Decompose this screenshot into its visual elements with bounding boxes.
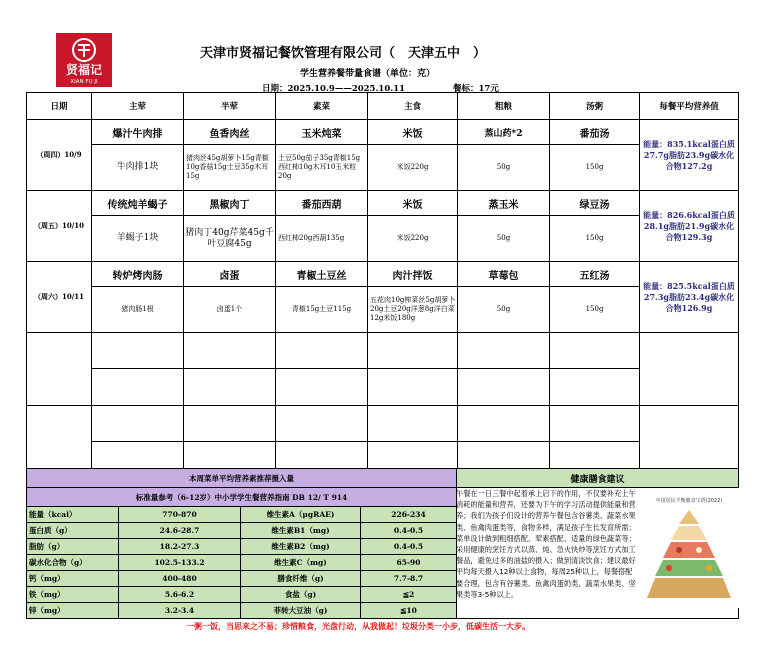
empty-row [27,406,739,442]
dish-ingredients: 猪肉丁40g芹菜45g千叶豆腐45g [184,216,276,262]
nutrient-value: 226-234 [361,507,457,523]
nutrient-value: 0.4-0.5 [361,539,457,555]
nutrient-value: 3.2-3.4 [119,603,241,619]
nutrient-value: 400-480 [119,571,241,587]
dish-name: 蒸山药*2 [458,120,550,145]
ingredient-row [27,145,739,191]
nutrient-value: 5.6-6.2 [119,587,241,603]
day-date: （周四）10/9 [27,120,92,191]
dish-name: 五红汤 [550,262,640,287]
col-date: 日期 [27,93,92,120]
nutrient-title: 本周菜单平均营养素推荐摄入量 [27,469,457,488]
nutrient-label: 脂肪（g） [27,539,119,555]
day-date: （周六）10/11 [27,262,92,333]
dish-ingredients: 米饭220g [368,216,458,262]
nutrient-label: 钙（mg） [27,571,119,587]
day-row [27,191,739,216]
nutrient-label: 维生素B1（mg) [241,523,361,539]
day-date: （周五）10/10 [27,191,92,262]
dish-ingredients: 羊蝎子1块 [92,216,184,262]
dish-name: 转炉烤肉肠 [92,262,184,287]
dish-name: 玉米炖菜 [276,120,368,145]
nutrient-label: 铁（mg） [27,587,119,603]
dish-ingredients: 50g [458,145,550,191]
dish-ingredients: 150g [550,216,640,262]
nutrient-label: 锌（mg） [27,603,119,619]
dish-name: 传统炖羊蝎子 [92,191,184,216]
dish-name: 肉汁拌饭 [368,262,458,287]
nutrient-label: 维生素B2（mg) [241,539,361,555]
food-pyramid-image [639,488,739,608]
nutrient-value: 102.5-133.2 [119,555,241,571]
dish-name: 蒸玉米 [458,191,550,216]
menu-header-row [27,93,739,120]
dish-name: 米饭 [368,191,458,216]
dish-name: 米饭 [368,120,458,145]
dish-name: 草莓包 [458,262,550,287]
ingredient-row [27,287,739,333]
dish-ingredients: 牛肉排1块 [92,145,184,191]
meal-standard: 餐标：17元 [453,84,499,94]
nutrient-value: 0.4-0.5 [361,523,457,539]
nutrient-label: 维生素C（mg) [241,555,361,571]
day-row [27,120,739,145]
nutrient-label: 膳食纤维（g) [241,571,361,587]
nutrient-value: ≦2 [361,587,457,603]
col-half-meat: 半荤 [184,93,276,120]
footer-slogan: 一粥一饭，当思来之不易；珍惜粮食，光盘行动，从我做起！垃圾分类一小步，低碳生活一大步。 [186,621,530,631]
dish-name: 青椒土豆丝 [276,262,368,287]
advice-title: 健康膳食建议 [457,469,739,488]
nutrient-value: 770-870 [119,507,241,523]
menu-table [26,92,739,479]
menu-subtitle: 学生营养餐带量食谱（单位：克） [300,69,436,79]
day-nutrition: 能量：826.6kcal蛋白质28.1g脂肪21.9g碳水化合物129.3g [640,191,739,262]
dish-ingredients: 150g [550,287,640,333]
dish-ingredients: 米饭220g [368,145,458,191]
col-coarse-grain: 粗粮 [458,93,550,120]
dish-ingredients: 西红柿20g西葫135g [276,216,368,262]
nutrient-value: 24.6-28.7 [119,523,241,539]
nutrient-label: 维生素A（μgRAE) [241,507,361,523]
advice-text: 午餐在一日三餐中起着承上启下的作用，不仅要补充上午消耗的能量和营养，还要为下午的学习活动提供能量和营养；我们为孩子们设计的营养午餐包含谷薯类、蔬菜水果类、鱼禽肉蛋类等，食物多样，满足孩子生长发育所需；菜单设计做到粗细搭配、荤素搭配、适量的绿色蔬菜等；采用健康的烹饪方式以蒸、炖、急火快炒等烹饪方式加工餐品，避免过多的油盐的摄入；做到清淡饮食；建议最好平均每天摄入12种以上食物，每周25种以上，每餐搭配要合理，包含有谷薯类、鱼禽肉蛋奶类、蔬菜水果类、坚果类等3-5种以上。 [456,489,636,599]
dish-name: 鱼香肉丝 [184,120,276,145]
date-range: 日期：2025.10.9——2025.10.11 [262,84,406,94]
nutrient-value: ≦10 [361,603,457,619]
pyramid-title: 中国居民平衡膳食宝塔(2022) [655,498,723,504]
nutrient-label: 蛋白质（g） [27,523,119,539]
dish-name: 爆汁牛肉排 [92,120,184,145]
company-title: 天津市贤福记餐饮管理有限公司（ 天津五中 ） [200,46,487,61]
nutrient-label: 碳水化合物（g） [27,555,119,571]
col-main-meat: 主荤 [92,93,184,120]
col-nutrition: 每餐平均营养值 [640,93,739,120]
nutrient-label: 菲转大豆油（g) [241,603,361,619]
day-row [27,262,739,287]
day-nutrition: 能量：825.5kcal蛋白质27.3g脂肪23.4g碳水化合物126.9g [640,262,739,333]
svg-text:贤福记: 贤福记 [65,63,103,77]
dish-ingredients: 50g [458,216,550,262]
nutrient-reference: 标准量参考（6-12岁）中小学学生餐营养指南 DB 12/ T 914 [27,488,457,507]
dish-ingredients: 猪肉丝45g胡萝卜15g青椒10g香菇15g土豆35g木耳15g [184,145,276,191]
dish-ingredients: 猪肉肠1根 [92,287,184,333]
nutrient-label: 食盐（g) [241,587,361,603]
dish-ingredients: 卤蛋1个 [184,287,276,333]
dish-ingredients: 150g [550,145,640,191]
dish-name: 绿豆汤 [550,191,640,216]
nutrient-value: 7.7-8.7 [361,571,457,587]
company-logo [56,33,112,87]
col-vegetable: 素菜 [276,93,368,120]
dish-name: 黑椒肉丁 [184,191,276,216]
col-soup: 汤粥 [550,93,640,120]
dish-name: 番茄西葫 [276,191,368,216]
ingredient-row [27,216,739,262]
empty-row [27,369,739,406]
nutrient-label: 能量（kcal） [27,507,119,523]
dish-name: 番茄汤 [550,120,640,145]
dish-ingredients: 50g [458,287,550,333]
dish-ingredients: 青椒15g土豆115g [276,287,368,333]
dish-ingredients: 土豆50g茄子35g青椒15g西红柿10g木耳10玉米粒20g [276,145,368,191]
dish-name: 卤蛋 [184,262,276,287]
svg-text:XIAN FU JI: XIAN FU JI [70,79,98,85]
nutrient-value: 65-90 [361,555,457,571]
col-staple: 主食 [368,93,458,120]
nutrient-value: 18.2-27.3 [119,539,241,555]
dish-ingredients: 五花肉10g榨菜丝5g胡萝卜20g土豆20g洋葱8g洋白菜12g米饭180g [368,287,458,333]
empty-row [27,333,739,369]
day-nutrition: 能量：835.1kcal蛋白质27.7g脂肪23.9g碳水化合物127.2g [640,120,739,191]
